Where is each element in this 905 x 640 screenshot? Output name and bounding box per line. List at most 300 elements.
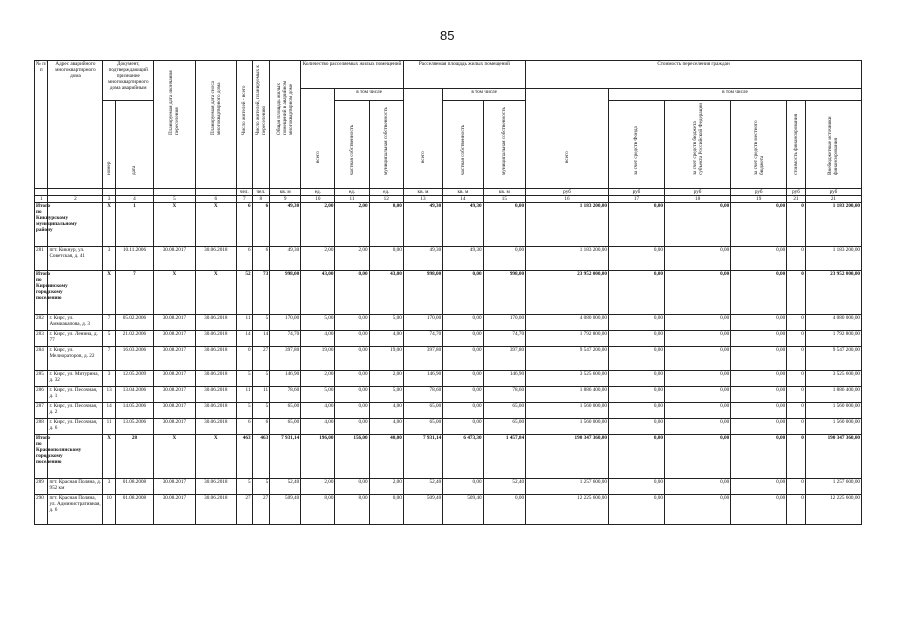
- table-cell: 0: [787, 347, 806, 371]
- table-cell: 1 560 000,00: [805, 403, 861, 419]
- table-cell: 463: [237, 435, 253, 479]
- table-cell: Х: [154, 271, 195, 315]
- table-cell: 0,00: [483, 495, 526, 525]
- table-cell: 6: [237, 247, 253, 271]
- table-cell: Итого по Кирсинскому городскому поселению: [35, 271, 48, 315]
- table-cell: 5,00: [301, 315, 335, 331]
- incl-header-2: в том числе: [443, 89, 526, 101]
- table-cell: 52,40: [403, 479, 442, 495]
- col-docdate-header: дата: [115, 101, 153, 189]
- table-cell: 13.05.2006: [115, 419, 153, 435]
- table-cell: 1 792 800,00: [805, 331, 861, 347]
- table-row: [35, 247, 862, 271]
- table-cell: г. Кирс, ул. Мелиораторов, д. 22: [48, 347, 103, 371]
- table-cell: 30.06.2018: [195, 419, 236, 435]
- table-cell: 3: [103, 247, 115, 271]
- table-row: [35, 371, 862, 387]
- table-cell: 1 257 600,00: [526, 479, 609, 495]
- table-row: [35, 315, 862, 331]
- table-row: [35, 495, 862, 525]
- col-residents-header: Число жителей - всего: [237, 61, 253, 189]
- table-cell: 0,00: [335, 315, 369, 331]
- table-cell: 0,00: [608, 247, 664, 271]
- table-cell: 0: [787, 495, 806, 525]
- table-cell: 146,90: [483, 371, 526, 387]
- table-cell: 0,00: [664, 479, 730, 495]
- table-header: [35, 61, 862, 203]
- table-cell: 170,00: [403, 315, 442, 331]
- col-all1-header: всего: [301, 89, 335, 189]
- unit-cell: руб: [608, 189, 664, 196]
- table-cell: 0,00: [731, 315, 787, 331]
- table-cell: 30.08.2017: [154, 371, 195, 387]
- table-cell: Х: [195, 203, 236, 247]
- table-cell: 0,00: [335, 371, 369, 387]
- table-cell: 30.06.2018: [195, 315, 236, 331]
- table-cell: 4,00: [369, 403, 403, 419]
- unit-cell: ед.: [335, 189, 369, 196]
- table-cell: 0,00: [369, 247, 403, 271]
- col-area-header: Общая площадь жилых помещений в аварийном многоквартирном доме: [270, 61, 301, 189]
- table-cell: г. Кирс, ул. Песочная, д. 6: [48, 419, 103, 435]
- column-index-cell: 1: [35, 196, 48, 203]
- table-cell: 78,60: [483, 387, 526, 403]
- table-cell: 6: [252, 419, 270, 435]
- table-cell: 4,00: [301, 403, 335, 419]
- col-cost-header: стоимость финансирования: [787, 101, 806, 189]
- col-all2-header: всего: [403, 89, 442, 189]
- table-cell: 5: [103, 331, 115, 347]
- table-cell: 6: [252, 247, 270, 271]
- unit-cell: кв. м: [270, 189, 301, 196]
- table-cell: 0,00: [664, 435, 730, 479]
- column-index-cell: 19: [731, 196, 787, 203]
- table-cell: 7 931,14: [403, 435, 442, 479]
- table-cell: 0,00: [664, 203, 730, 247]
- table-cell: 01.08.2008: [115, 495, 153, 525]
- table-cell: 6: [252, 203, 270, 247]
- table-cell: 1 560 000,00: [805, 419, 861, 435]
- unit-cell: кв. м: [403, 189, 442, 196]
- table-cell: 190 347 360,00: [526, 435, 609, 479]
- table-cell: 0,00: [664, 347, 730, 371]
- table-cell: 0,00: [664, 495, 730, 525]
- table-cell: 10: [103, 495, 115, 525]
- page-number: 85: [440, 28, 455, 43]
- table-row: [35, 479, 862, 495]
- table-cell: 5: [252, 403, 270, 419]
- column-index-cell: 2: [48, 196, 103, 203]
- table-cell: 16.03.2006: [115, 347, 153, 371]
- column-index-cell: 11: [335, 196, 369, 203]
- table-cell: 65,00: [483, 403, 526, 419]
- table-cell: 11: [252, 387, 270, 403]
- table-cell: 0,00: [608, 479, 664, 495]
- unit-cell: руб: [787, 189, 806, 196]
- table-cell: Х: [154, 435, 195, 479]
- table-cell: 78,60: [403, 387, 442, 403]
- table-cell: 2,00: [301, 203, 335, 247]
- table-cell: 01.08.2008: [115, 479, 153, 495]
- table-cell: 30.08.2017: [154, 495, 195, 525]
- table-cell: 12.05.2009: [115, 371, 153, 387]
- table-cell: 3 525 600,00: [805, 371, 861, 387]
- table-cell: 65,00: [483, 419, 526, 435]
- table-cell: 0,00: [443, 331, 483, 347]
- table-cell: 12 225 600,00: [805, 495, 861, 525]
- table-cell: 463: [252, 435, 270, 479]
- table-cell: 2,00: [335, 203, 369, 247]
- relocation-table: [34, 60, 862, 525]
- table-cell: 1 886 400,00: [805, 387, 861, 403]
- table-cell: 0: [787, 387, 806, 403]
- table-cell: Х: [103, 271, 115, 315]
- table-cell: 146,90: [270, 371, 301, 387]
- table-cell: 283: [35, 331, 48, 347]
- table-cell: 21.02.2006: [115, 331, 153, 347]
- table-cell: 10.11.2006: [115, 247, 153, 271]
- table-cell: Х: [195, 271, 236, 315]
- table-cell: Итого по Краснополянскому городскому поселению: [35, 435, 48, 479]
- table-cell: г. Кирс, ул. Песочная, д. 1: [48, 387, 103, 403]
- table-row: [35, 347, 862, 371]
- table-cell: 8,00: [335, 495, 369, 525]
- table-cell: 5: [252, 371, 270, 387]
- table-cell: 0,00: [608, 495, 664, 525]
- column-index-cell: 12: [369, 196, 403, 203]
- table-cell: 0,00: [443, 479, 483, 495]
- table-cell: 0,00: [483, 247, 526, 271]
- table-cell: 0: [787, 331, 806, 347]
- table-cell: 49,30: [403, 247, 442, 271]
- table-cell: 2,00: [369, 371, 403, 387]
- table-cell: 6: [237, 203, 253, 247]
- group-cost-header: Стоимость переселения граждан: [526, 61, 862, 89]
- column-index-cell: 14: [443, 196, 483, 203]
- column-index-cell: 10: [301, 196, 335, 203]
- col-fund-header: за счет средств Фонда: [608, 101, 664, 189]
- unit-cell: кв. м: [443, 189, 483, 196]
- table-cell: 43,00: [301, 271, 335, 315]
- table-cell: 2,00: [335, 247, 369, 271]
- table-cell: 282: [35, 315, 48, 331]
- table-cell: 43,00: [369, 271, 403, 315]
- subtotal-row: [35, 271, 862, 315]
- table-cell: 3: [103, 479, 115, 495]
- table-cell: 74,70: [403, 331, 442, 347]
- table-cell: 14.05.2006: [115, 403, 153, 419]
- table-cell: 0,00: [369, 495, 403, 525]
- table-cell: 0: [787, 247, 806, 271]
- col-end-date-header: Планируемая дата окончания переселения: [154, 61, 195, 189]
- table-cell: 1 792 800,00: [526, 331, 609, 347]
- table-cell: 0,00: [443, 315, 483, 331]
- table-cell: г. Кирс, ул. Ленина, д. 77: [48, 331, 103, 347]
- table-cell: 30.06.2018: [195, 387, 236, 403]
- table-cell: 1 183 200,00: [526, 203, 609, 247]
- table-cell: 27: [252, 495, 270, 525]
- table-cell: 0: [787, 271, 806, 315]
- table-cell: 0: [787, 203, 806, 247]
- table-cell: 0,00: [443, 387, 483, 403]
- table-cell: 146,90: [403, 371, 442, 387]
- table-body: [35, 203, 862, 525]
- table-cell: 0,00: [608, 203, 664, 247]
- group-area-header: Расселяемая площадь жилых помещений: [403, 61, 525, 89]
- table-cell: 2,00: [301, 247, 335, 271]
- table-cell: 5: [252, 479, 270, 495]
- table-cell: 1 560 000,00: [526, 403, 609, 419]
- unit-cell: чел.: [252, 189, 270, 196]
- table-cell: Итого по Кикнурскому муниципальному району: [35, 203, 48, 247]
- table-cell: 2,00: [301, 479, 335, 495]
- table-cell: 19,00: [301, 347, 335, 371]
- table-cell: 52,40: [483, 479, 526, 495]
- incl-header-1: в том числе: [335, 89, 403, 101]
- table-cell: 4,00: [369, 419, 403, 435]
- col-demolish-date-header: Планируемая дата сноса многоквартирного дома: [195, 61, 236, 189]
- table-cell: 0,00: [335, 331, 369, 347]
- table-cell: 7 931,14: [270, 435, 301, 479]
- table-cell: 1 257 600,00: [805, 479, 861, 495]
- table-cell: 2,00: [369, 479, 403, 495]
- table-cell: 27: [237, 495, 253, 525]
- table-cell: 0,00: [731, 387, 787, 403]
- unit-cell: ед.: [369, 189, 403, 196]
- col-all3-header: всего: [526, 89, 609, 189]
- table-cell: 49,30: [270, 247, 301, 271]
- column-index-cell: 4: [115, 196, 153, 203]
- table-cell: 8,00: [301, 495, 335, 525]
- table-cell: 30.08.2017: [154, 331, 195, 347]
- unit-cell: ед.: [301, 189, 335, 196]
- table-cell: 3 525 600,00: [526, 371, 609, 387]
- table-cell: 5: [237, 371, 253, 387]
- table-cell: Х: [103, 203, 115, 247]
- table-cell: 28: [115, 435, 153, 479]
- table-cell: 0,00: [731, 479, 787, 495]
- table-cell: 30.08.2017: [154, 315, 195, 331]
- column-index-cell: 16: [526, 196, 609, 203]
- table-cell: 19,00: [369, 347, 403, 371]
- table-cell: 1 183 200,00: [805, 247, 861, 271]
- table-cell: 65,00: [403, 403, 442, 419]
- table-cell: 5: [237, 403, 253, 419]
- table-cell: 0,00: [731, 347, 787, 371]
- column-index-cell: 8: [252, 196, 270, 203]
- table-cell: 0,00: [335, 479, 369, 495]
- column-index-cell: 13: [403, 196, 442, 203]
- table-cell: 170,00: [483, 315, 526, 331]
- unit-cell: кв. м: [483, 189, 526, 196]
- col-own1-header: частная собственность: [335, 101, 369, 189]
- table-cell: 2,00: [301, 371, 335, 387]
- table-cell: 0,00: [664, 271, 730, 315]
- table-cell: 290: [35, 495, 48, 525]
- table-cell: 11: [237, 315, 253, 331]
- table-cell: 30.06.2018: [195, 247, 236, 271]
- column-index-cell: 5: [154, 196, 195, 203]
- unit-cell: руб: [805, 189, 861, 196]
- table-cell: 0,00: [608, 403, 664, 419]
- table-cell: 23 952 000,00: [805, 271, 861, 315]
- col-local-header: за счет средств местного бюджета: [731, 101, 787, 189]
- table-cell: 30.08.2017: [154, 347, 195, 371]
- col-docnum-header: номер: [103, 101, 115, 189]
- table-cell: 1 886 400,00: [526, 387, 609, 403]
- subtotal-row: [35, 203, 862, 247]
- table-cell: 289: [35, 479, 48, 495]
- table-cell: 73: [252, 271, 270, 315]
- table-cell: 30.08.2017: [154, 387, 195, 403]
- units-row: [35, 189, 862, 196]
- table-cell: 1 457,84: [483, 435, 526, 479]
- table-cell: 0,00: [664, 403, 730, 419]
- table-cell: 0,00: [335, 271, 369, 315]
- col-extra-header: Внебюджетные источники финансирования: [805, 101, 861, 189]
- table-cell: 286: [35, 387, 48, 403]
- table-cell: 998,00: [403, 271, 442, 315]
- column-index-cell: 18: [664, 196, 730, 203]
- unit-cell: руб: [526, 189, 609, 196]
- col-num-header: № п/п: [35, 61, 48, 189]
- table-cell: 11: [103, 419, 115, 435]
- table-cell: 5,00: [301, 387, 335, 403]
- table-cell: г. Кирс, ул. Аммиакапова, д. 3: [48, 315, 103, 331]
- table-cell: 5,00: [369, 315, 403, 331]
- table-cell: 509,40: [270, 495, 301, 525]
- table-cell: 23 952 000,00: [526, 271, 609, 315]
- table-cell: 74,70: [483, 331, 526, 347]
- table-cell: 30.06.2018: [195, 331, 236, 347]
- table-cell: 65,00: [403, 419, 442, 435]
- table-cell: 5: [237, 479, 253, 495]
- table-cell: 0,00: [608, 387, 664, 403]
- table-cell: 7: [103, 315, 115, 331]
- table-cell: 5,00: [369, 387, 403, 403]
- table-cell: 0,00: [443, 419, 483, 435]
- table-cell: 0,00: [443, 371, 483, 387]
- table-cell: 0,00: [443, 271, 483, 315]
- table-cell: 1 183 200,00: [526, 247, 609, 271]
- table-cell: 52,40: [270, 479, 301, 495]
- table-cell: 0,00: [731, 271, 787, 315]
- table-cell: 0: [787, 315, 806, 331]
- table-cell: 0,00: [731, 371, 787, 387]
- table-cell: 509,40: [403, 495, 442, 525]
- table-cell: 0: [787, 403, 806, 419]
- column-index-cell: 3: [103, 196, 115, 203]
- column-index-cell: 9: [270, 196, 301, 203]
- table-cell: 0,00: [731, 331, 787, 347]
- table-cell: 0,00: [608, 347, 664, 371]
- table-cell: 0: [787, 371, 806, 387]
- table-cell: 49,30: [270, 203, 301, 247]
- table-cell: 30.08.2017: [154, 403, 195, 419]
- table-cell: 0,00: [608, 419, 664, 435]
- unit-cell: руб: [664, 189, 730, 196]
- table-cell: 30.08.2017: [154, 479, 195, 495]
- table-cell: пгт. Кикнур, ул. Советская, д. 41: [48, 247, 103, 271]
- table-cell: 397,80: [403, 347, 442, 371]
- table-cell: 27: [252, 347, 270, 371]
- table-cell: 30.08.2017: [154, 419, 195, 435]
- table-cell: 287: [35, 403, 48, 419]
- table-cell: 11: [237, 387, 253, 403]
- table-cell: 170,00: [270, 315, 301, 331]
- table-cell: 190 347 360,00: [805, 435, 861, 479]
- table-row: [35, 331, 862, 347]
- column-index-cell: 6: [195, 196, 236, 203]
- incl-header-3: в том числе: [608, 89, 861, 101]
- table-cell: 0: [787, 419, 806, 435]
- table-cell: 05.02.2006: [115, 315, 153, 331]
- table-cell: 1 183 200,00: [805, 203, 861, 247]
- table-cell: пгт. Красная Поляна, ул. Административная, д. 6: [48, 495, 103, 525]
- col-address-header: Адрес аварийного многоквартирного дома: [48, 61, 103, 189]
- table-cell: 0,00: [664, 315, 730, 331]
- column-index-cell: 15: [483, 196, 526, 203]
- table-cell: г. Кирс, ул. Митурина, д. 32: [48, 371, 103, 387]
- table-cell: 0,00: [664, 331, 730, 347]
- table-cell: 0,00: [443, 347, 483, 371]
- column-index-row: [35, 196, 862, 203]
- table-cell: 281: [35, 247, 48, 271]
- table-cell: 4,00: [369, 331, 403, 347]
- table-cell: 0,00: [664, 247, 730, 271]
- table-cell: 0,00: [731, 203, 787, 247]
- column-index-cell: 21: [805, 196, 861, 203]
- table-cell: 397,80: [270, 347, 301, 371]
- table-cell: 0,00: [664, 387, 730, 403]
- table-cell: 7: [115, 271, 153, 315]
- table-cell: 0,00: [335, 419, 369, 435]
- table-cell: 0,00: [335, 387, 369, 403]
- table-cell: 30.06.2018: [195, 479, 236, 495]
- table-cell: 13.04.2006: [115, 387, 153, 403]
- table-cell: 0: [787, 435, 806, 479]
- table-cell: 49,30: [403, 203, 442, 247]
- table-cell: 49,30: [443, 247, 483, 271]
- table-cell: 0,00: [369, 203, 403, 247]
- table-cell: 397,80: [483, 347, 526, 371]
- col-relocate-header: Число жителей, планируемых к переселению: [252, 61, 270, 189]
- table-cell: Х: [103, 435, 115, 479]
- table-cell: г. Кирс, ул. Песочная, д. 2: [48, 403, 103, 419]
- table-cell: 0,00: [664, 419, 730, 435]
- table-cell: 14: [237, 331, 253, 347]
- col-mun2-header: муниципальная собственность: [483, 101, 526, 189]
- table-cell: 4 080 000,00: [805, 315, 861, 331]
- table-row: [35, 403, 862, 419]
- group-count-header: Количество расселяемых жилых помещений: [301, 61, 404, 89]
- table-cell: 30.06.2018: [195, 371, 236, 387]
- table-cell: 0,00: [608, 331, 664, 347]
- table-cell: 288: [35, 419, 48, 435]
- table-cell: Х: [195, 435, 236, 479]
- column-index-cell: 21: [787, 196, 806, 203]
- table-row: [35, 419, 862, 435]
- column-index-cell: 17: [608, 196, 664, 203]
- table-cell: 0,00: [608, 271, 664, 315]
- col-document-header: Документ, подтверждающий признание многоквартирного дома аварийным: [103, 61, 154, 101]
- table-cell: 0,00: [731, 435, 787, 479]
- table-cell: 30.06.2018: [195, 403, 236, 419]
- table-cell: 78,60: [270, 387, 301, 403]
- table-cell: 1 560 000,00: [526, 419, 609, 435]
- table-cell: 9 547 200,00: [805, 347, 861, 371]
- table-cell: 74,70: [270, 331, 301, 347]
